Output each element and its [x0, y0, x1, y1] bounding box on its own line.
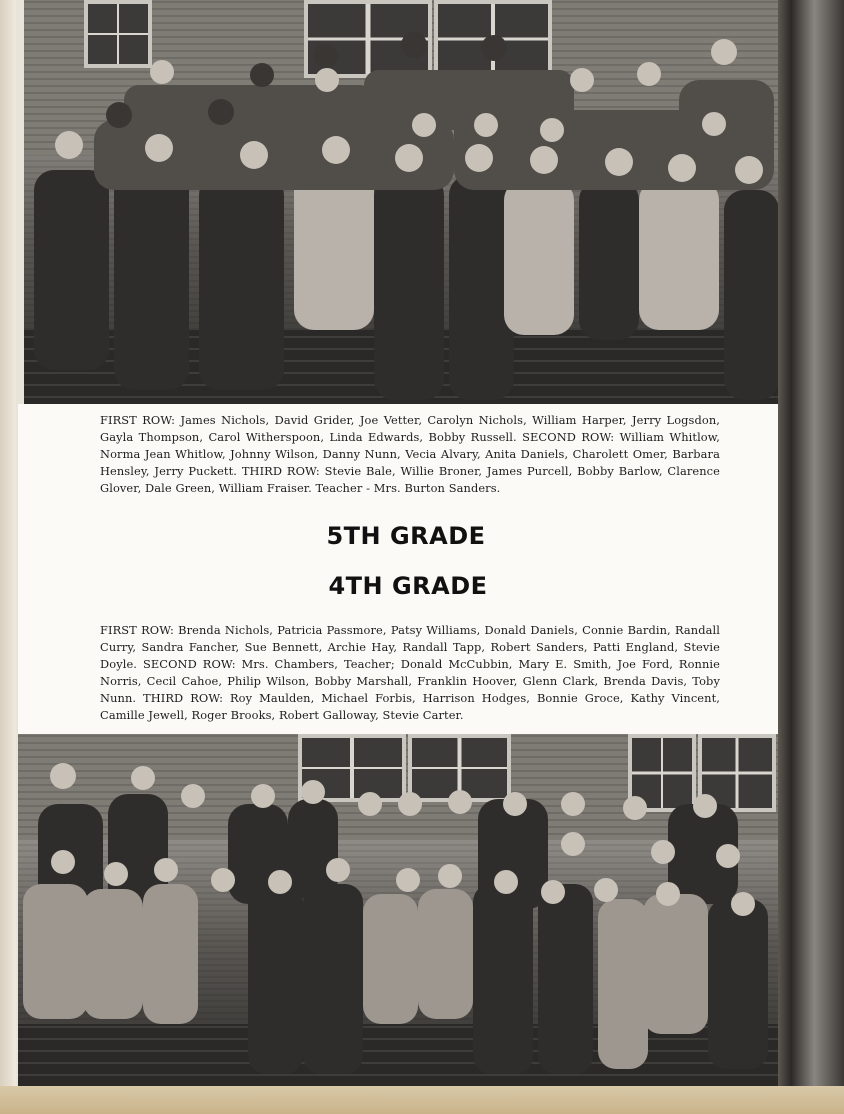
students-group — [24, 0, 784, 408]
page-edge — [0, 0, 16, 1114]
fifth-grade-caption: FIRST ROW: James Nichols, David Grider, Joe Vetter, Carolyn Nichols, William Harper, Jerry Logsdon, Gayla Thompson, Carol Witherspoon, Linda Edwards, Bobby Russell. SECOND ROW: William Whitlow, Norma Jean Whitlow, Johnny Wilson, Danny Nunn, Vecia Alvary, Anita Daniels, Charolett Omer, Barbara Hensley, Jerry Puckett. THIRD ROW: Stevie Bale, Willie Broner, James Purcell, Bobby Barlow, Clarence Glover, Dale Green, William Fraiser. Teacher - Mrs. Burton Sanders. — [100, 413, 720, 495]
fourth-grade-title: 4TH GRADE — [328, 572, 488, 600]
fifth-grade-class-photo — [24, 0, 784, 408]
fourth-grade-caption: FIRST ROW: Brenda Nichols, Patricia Passmore, Patsy Williams, Donald Daniels, Connie Bardin, Randall Curry, Sandra Fancher, Sue Bennett, Archie Hay, Randall Tapp, Robert Sanders, Patti England, Stevie Doyle. SECOND ROW: Mrs. Chambers, Teacher; Donald McCubbin, Mary E. Smith, Joe Ford, Ronnie Norris, Cecil Cahoe, Philip Wilson, Bobby Marshall, Franklin Hoover, Glenn Clark, Brenda Davis, Toby Nunn. THIRD ROW: Roy Maulden, Michael Forbis, Harrison Hodges, Bonnie Groce, Kathy Vincent, Camille Jewell, Roger Brooks, Robert Galloway, Stevie Carter. — [100, 623, 720, 722]
students-group — [18, 734, 780, 1086]
page-gutter — [778, 0, 844, 1114]
fourth-grade-class-photo — [18, 734, 780, 1086]
page-bottom-edge — [0, 1086, 844, 1114]
fifth-grade-title: 5TH GRADE — [326, 522, 486, 550]
